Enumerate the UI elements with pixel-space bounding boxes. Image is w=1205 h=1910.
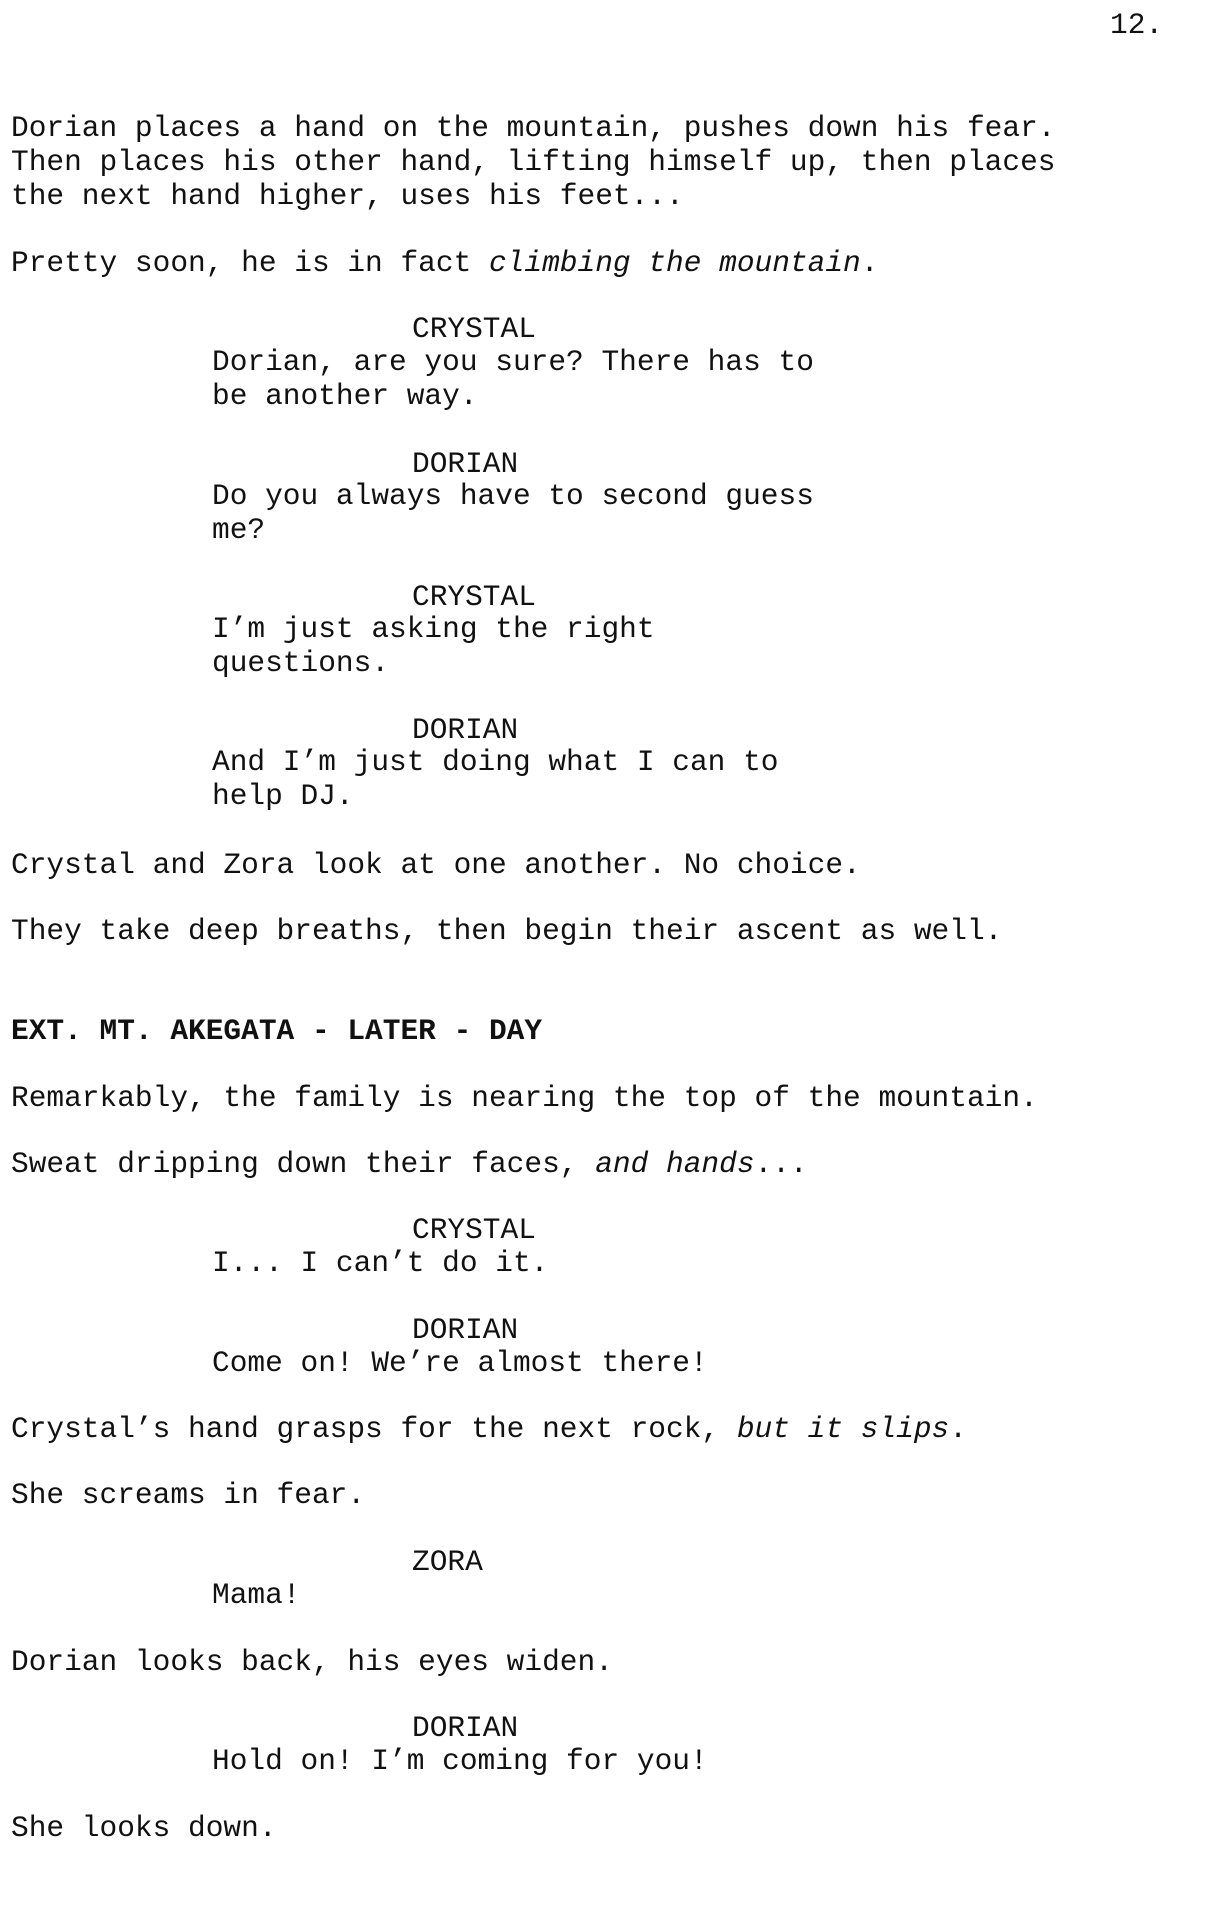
script-line [212, 479, 814, 513]
script-line [11, 1478, 365, 1512]
line-text: ... [754, 1147, 808, 1181]
script-line [212, 1346, 708, 1380]
script-line [212, 379, 814, 413]
line-text: Crystal’s hand grasps for the next rock, [11, 1412, 737, 1446]
line-text: I’m just asking the right [212, 612, 655, 646]
line-text: Remarkably, the family is nearing the top of the mountain. [11, 1081, 1038, 1115]
line-text: be another way. [212, 379, 478, 413]
script-line [11, 1645, 613, 1679]
action-block [11, 848, 861, 882]
character-name: DORIAN [412, 1711, 519, 1745]
character-name: CRYSTAL [412, 580, 536, 614]
dialogue-block [212, 745, 779, 813]
script-line [11, 179, 1055, 213]
dialogue-block [212, 612, 655, 680]
character-name: CRYSTAL [412, 312, 536, 346]
line-text: Then places his other hand, lifting himself up, then places [11, 145, 1056, 179]
action-block [11, 1811, 277, 1845]
line-text: Come on! We’re almost there! [212, 1346, 708, 1380]
character-name: ZORA [412, 1545, 483, 1579]
action-block [11, 914, 1002, 948]
script-line [11, 1147, 808, 1181]
script-line [212, 1744, 708, 1778]
line-text: She looks down. [11, 1811, 277, 1845]
line-text: They take deep breaths, then begin their ascent as well. [11, 914, 1003, 948]
dialogue-block [212, 479, 814, 547]
character-name: CRYSTAL [412, 1213, 536, 1247]
script-line [212, 646, 655, 680]
script-line [212, 1246, 548, 1280]
action-block [11, 1147, 808, 1181]
line-text: Dorian, are you sure? There has to [212, 345, 814, 379]
dialogue-block [212, 1744, 708, 1778]
script-line [11, 1412, 967, 1446]
action-block [11, 1478, 365, 1512]
line-text: Do you always have to second guess [212, 479, 814, 513]
line-text: Crystal and Zora look at one another. No choice. [11, 848, 861, 882]
script-line [11, 145, 1055, 179]
action-block [11, 1081, 1038, 1115]
script-line [11, 1811, 277, 1845]
script-line [212, 345, 814, 379]
script-line [11, 246, 878, 280]
script-line [212, 513, 814, 547]
script-line [11, 914, 1002, 948]
page-number: 12. [1110, 8, 1164, 42]
action-block [11, 1412, 967, 1446]
line-text: me? [212, 513, 266, 547]
line-text: Hold on! I’m coming for you! [212, 1744, 708, 1778]
line-text: Pretty soon, he is in fact [11, 246, 489, 280]
character-name: DORIAN [412, 1313, 519, 1347]
line-text: And I’m just doing what I can to [212, 745, 779, 779]
script-line [212, 612, 655, 646]
line-text: . [860, 246, 879, 280]
line-text: Dorian places a hand on the mountain, pushes down his fear. [11, 111, 1056, 145]
scene-heading: EXT. MT. AKEGATA - LATER - DAY [11, 1014, 543, 1048]
dialogue-block [212, 1246, 548, 1280]
script-line [212, 1578, 301, 1612]
emphasis-text: but it slips [736, 1412, 950, 1446]
action-block [11, 1645, 613, 1679]
dialogue-block [212, 345, 814, 413]
script-line [212, 745, 779, 779]
dialogue-block [212, 1578, 301, 1612]
line-text: help DJ. [212, 779, 354, 813]
action-block [11, 246, 878, 280]
line-text: Dorian looks back, his eyes widen. [11, 1645, 613, 1679]
line-text: She screams in fear. [11, 1478, 366, 1512]
script-line [212, 779, 779, 813]
line-text: questions. [212, 646, 390, 680]
line-text: I... I can’t do it. [212, 1246, 549, 1280]
line-text: Mama! [212, 1578, 301, 1612]
character-name: DORIAN [412, 447, 519, 481]
action-block [11, 111, 1055, 213]
line-text: the next hand higher, uses his feet... [11, 179, 684, 213]
script-line [11, 848, 861, 882]
emphasis-text: climbing the mountain [488, 246, 861, 280]
script-line [11, 111, 1055, 145]
emphasis-text: and hands [595, 1147, 755, 1181]
dialogue-block [212, 1346, 708, 1380]
line-text: . [949, 1412, 967, 1446]
character-name: DORIAN [412, 713, 519, 747]
line-text: Sweat dripping down their faces, [11, 1147, 596, 1181]
script-line [11, 1081, 1038, 1115]
